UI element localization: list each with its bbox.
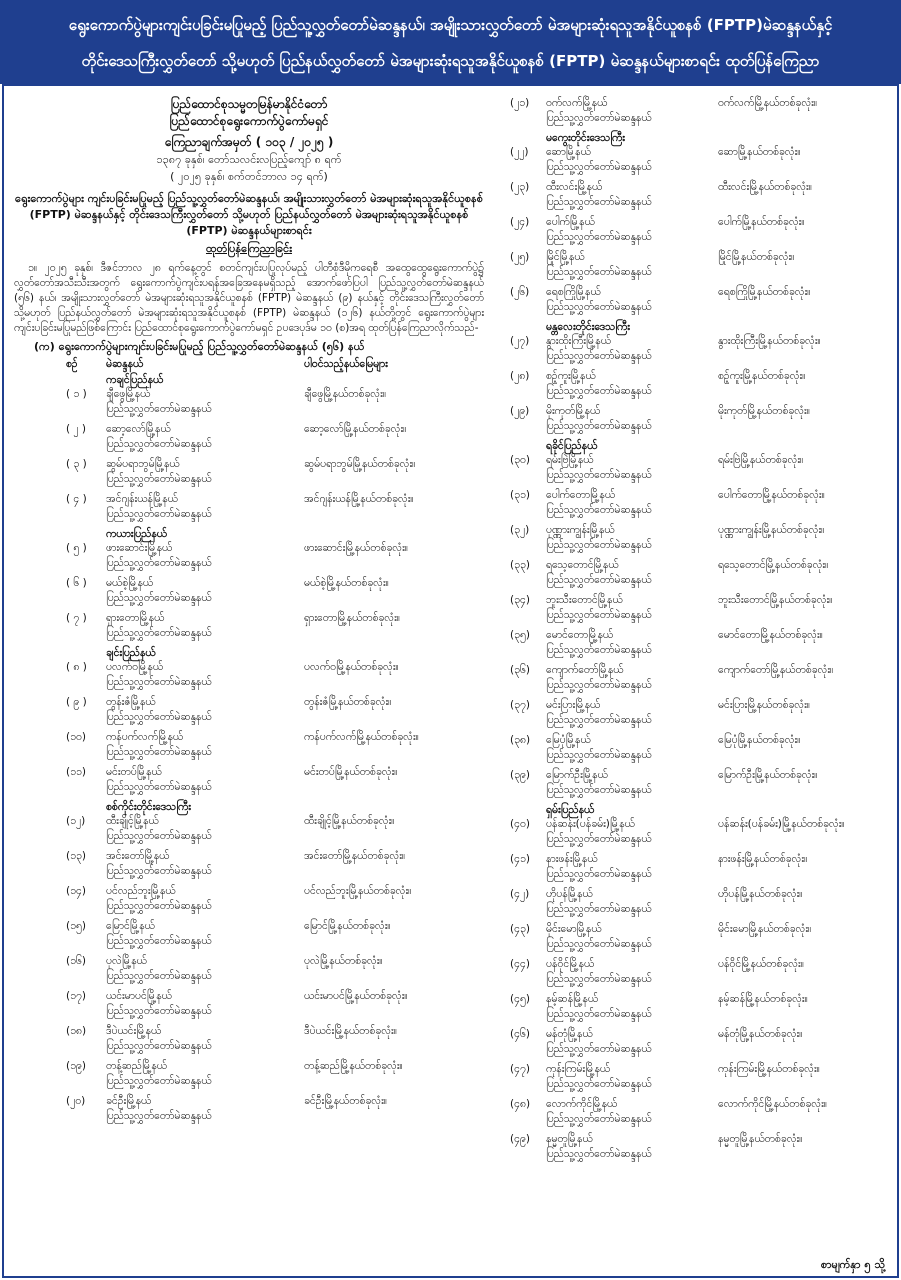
constituency-name: ချီဖွေမြို့နယ် [106, 388, 151, 400]
constituency-row [14, 492, 484, 527]
constituency-name: ကျောက်တော်မြို့နယ် [546, 664, 624, 676]
constituency-area: ယင်းမာပင်မြို့နယ်တစ်ခုလုံး။ [304, 990, 408, 1002]
row-number: (၁၁) [66, 766, 87, 778]
constituency-row [500, 558, 890, 593]
constituency-name: ပန်ဆန်း(ပန်ခမ်း)မြို့နယ် [546, 818, 635, 830]
region-heading: စစ်ကိုင်းတိုင်းဒေသကြီး [106, 801, 191, 813]
constituency-row [500, 957, 890, 992]
row-number: (၄၁) [510, 853, 531, 865]
constituency-area: ရမ်းဗြဲမြို့နယ်တစ်ခုလုံး။ [718, 454, 804, 466]
constituency-type: ပြည်သူ့လွှတ်တော်မဲဆန္ဒနယ် [546, 938, 652, 950]
constituency-name: ဒီပဲယင်းမြို့နယ် [106, 1025, 162, 1037]
row-number: ( ၇ ) [66, 612, 87, 624]
constituency-name: ယင်းမာပင်မြို့နယ် [106, 990, 172, 1002]
region-heading: မကွေးတိုင်းဒေသကြီး [546, 132, 625, 144]
banner-line-1: ရွေးကောက်ပွဲများကျင်းပခြင်းမပြုမည့် ပြည်သူ့လွှတ်တော်မဲဆန္ဒနယ်၊ အမျိုးသားလွှတ်တော် မဲအများဆုံးရသူအနိုင်ယူစနစ် (FPTP)မဲဆန္ဒနယ်နှင့် [68, 16, 833, 34]
constituency-name: မောင်တောမြို့နယ် [546, 629, 614, 641]
constituency-type: ပြည်သူ့လွှတ်တော်မဲဆန္ဒနယ် [546, 574, 652, 586]
row-number: ( ၄ ) [66, 493, 87, 505]
constituency-type: ပြည်သူ့လွှတ်တော်မဲဆန္ဒနယ် [106, 1005, 212, 1017]
constituency-type: ပြည်သူ့လွှတ်တော်မဲဆန္ဒနယ် [106, 1110, 212, 1122]
constituency-name: ပင်လည်ဘူးမြို့နယ် [106, 885, 176, 897]
constituency-row [500, 334, 890, 369]
constituency-type: ပြည်သူ့လွှတ်တော်မဲဆန္ဒနယ် [546, 385, 652, 397]
constituency-name: နွားထိုးကြီးမြို့နယ် [546, 335, 611, 347]
constituency-area: ဖားဆောင်းမြို့နယ်တစ်ခုလုံး။ [304, 542, 408, 554]
row-number: ( ၉ ) [66, 696, 87, 708]
constituency-type: ပြည်သူ့လွှတ်တော်မဲဆန္ဒနယ် [106, 781, 212, 793]
constituency-row [500, 628, 890, 663]
constituency-area: ပုဏ္ဏားကျွန်းမြို့နယ်တစ်ခုလုံး။ [718, 524, 825, 536]
constituency-area: ဝက်လက်မြို့နယ်တစ်ခုလုံး။ [718, 97, 818, 109]
row-number: (၄၈) [510, 1098, 531, 1110]
constituency-area: လောက်ကိုင်မြို့နယ်တစ်ခုလုံး။ [718, 1098, 827, 1110]
row-number: (၁၈) [66, 1025, 87, 1037]
row-number: (၂၁) [510, 97, 530, 109]
constituency-name: ပန်ဝိုင်မြို့နယ် [546, 958, 595, 970]
constituency-area: ပေါက်မြို့နယ်တစ်ခုလုံး။ [718, 216, 805, 228]
constituency-area: နမ္မတူမြို့နယ်တစ်ခုလုံး။ [718, 1133, 803, 1145]
constituency-area: မန်တုံမြို့နယ်တစ်ခုလုံး။ [718, 1028, 803, 1040]
row-number: (၃၀) [510, 454, 531, 466]
constituency-name: ထီးလင်းမြို့နယ် [546, 181, 603, 193]
constituency-row [500, 663, 890, 698]
constituency-area: ကန်ပက်လက်မြို့နယ်တစ်ခုလုံး။ [304, 731, 419, 743]
constituency-name: အင်းတော်မြို့နယ် [106, 850, 170, 862]
constituency-row [500, 145, 890, 180]
constituency-type: ပြည်သူ့လွှတ်တော်မဲဆန္ဒနယ် [106, 676, 212, 688]
constituency-type: ပြည်သူ့လွှတ်တော်မဲဆန္ဒနယ် [546, 420, 652, 432]
constituency-type: ပြည်သူ့လွှတ်တော်မဲဆန္ဒနယ် [546, 784, 652, 796]
constituency-area: ဆွမ်ပရာဘွမ်မြို့နယ်တစ်ခုလုံး။ [304, 458, 416, 470]
constituency-row [500, 698, 890, 733]
constituency-type: ပြည်သူ့လွှတ်တော်မဲဆန္ဒနယ် [106, 830, 212, 842]
constituency-name: ပလက်ဝမြို့နယ် [106, 661, 164, 673]
constituency-area: အင်းတော်မြို့နယ်တစ်ခုလုံး။ [304, 850, 406, 862]
section-a-heading: (က) ရွေးကောက်ပွဲများကျင်းပခြင်းမပြုမည့် ပြည်သူ့လွှတ်တော်မဲဆန္ဒနယ် (၅၆) နယ် [34, 340, 365, 353]
constituency-type: ပြည်သူ့လွှတ်တော်မဲဆန္ဒနယ် [546, 266, 652, 278]
constituency-row [500, 768, 890, 803]
constituency-area: ကျောက်တော်မြို့နယ်တစ်ခုလုံး။ [718, 664, 834, 676]
row-number: ( ၃ ) [66, 458, 87, 470]
constituency-type: ပြည်သူ့လွှတ်တော်မဲဆန္ဒနယ် [546, 112, 652, 124]
constituency-type: ပြည်သူ့လွှတ်တော်မဲဆန္ဒနယ် [546, 679, 652, 691]
constituency-row [500, 404, 890, 439]
table-header [14, 357, 484, 371]
right-column [500, 96, 890, 1167]
constituency-type: ပြည်သူ့လွှတ်တော်မဲဆန္ဒနယ် [546, 539, 652, 551]
region-heading: ရှမ်းပြည်နယ် [546, 804, 595, 816]
constituency-area: ကုန်းကြမ်းမြို့နယ်တစ်ခုလုံး။ [718, 1063, 820, 1075]
constituency-name: အင်ဂျန်းယန်မြို့နယ် [106, 493, 178, 505]
constituency-area: ဒီပဲယင်းမြို့နယ်တစ်ခုလုံး။ [304, 1025, 397, 1037]
constituency-name: မိုင်းမောမြို့နယ် [546, 923, 602, 935]
constituency-area: မောင်တောမြို့နယ်တစ်ခုလုံး။ [718, 629, 823, 641]
constituency-row [500, 180, 890, 215]
constituency-name: နားဖန်းမြို့နယ် [546, 853, 598, 865]
constituency-area: ဘူးသီးတောင်မြို့နယ်တစ်ခုလုံး။ [718, 594, 833, 606]
date-gregorian: ( ၂၀၂၅ ခုနှစ်၊ စက်တင်ဘာလ ၁၄ ရက်) [170, 170, 328, 183]
row-number: (၁၂) [66, 815, 86, 827]
constituency-area: ပလက်ဝမြို့နယ်တစ်ခုလုံး။ [304, 661, 399, 673]
constituency-name: မြောင်မြို့နယ် [106, 920, 155, 932]
constituency-area: ရသေ့တောင်မြို့နယ်တစ်ခုလုံး။ [718, 559, 829, 571]
right-constituency-list [500, 96, 890, 1167]
constituency-area: မြောင်မြို့နယ်တစ်ခုလုံး။ [304, 920, 391, 932]
left-column [14, 96, 484, 1129]
constituency-type: ပြည်သူ့လွှတ်တော်မဲဆန္ဒနယ် [546, 1113, 652, 1125]
constituency-type: ပြည်သူ့လွှတ်တော်မဲဆန္ဒနယ် [106, 403, 212, 415]
constituency-area: ဆောမြို့နယ်တစ်ခုလုံး။ [718, 146, 801, 158]
body-paragraph: ၁။ ၂၀၂၅ ခုနှစ်၊ ဒီဇင်ဘာလ ၂၈ ရက်နေ့တွင် စတင်ကျင်းပပြုလုပ်မည့် ပါတီစုံဒီမိုကရေစီ အထွေထွေရွေးကောက်ပွဲ၌ လွှတ်တော်အသီးသီးအတွက် ရွေးကောက်ပွဲကျင်းပရန်အခြေအနေမရှိသည့် အောက်ဖော်ပြပါ ပြည်သူ့လွှတ်တော်မဲဆန္ဒနယ် (၅၆) နယ်၊ အမျိုးသားလွှတ်တော် မဲအများဆုံးရသူအနိုင်ယူစနစ် (FPTP) မဲဆန္ဒနယ် (၉) နယ်နှင့် တိုင်းဒေသကြီးလွှတ်တော် သို့မဟုတ် ပြည်နယ်လွှတ်တော် မဲအများဆုံးရသူအနိုင်ယူစနစ် (FPTP) မဲဆန္ဒနယ် (၁၂၆) နယ်တို့တွင် ရွေးကောက်ပွဲများ ကျင်းပခြင်းမပြုမည်ဖြစ်ကြောင်း ပြည်ထောင်စုရွေးကောက်ပွဲကော်မရှင် ဥပဒေပုဒ်မ ၁၀ (စ)အရ ထုတ်ပြန်ကြေညာလိုက်သည်- [14, 262, 484, 334]
constituency-type: ပြည်သူ့လွှတ်တော်မဲဆန္ဒနယ် [106, 627, 212, 639]
constituency-name: မင်းတပ်မြို့နယ် [106, 766, 162, 778]
constituency-type: ပြည်သူ့လွှတ်တော်မဲဆန္ဒနယ် [546, 973, 652, 985]
constituency-row [14, 765, 484, 800]
constituency-row [14, 1024, 484, 1059]
constituency-name: စဉ့်ကူးမြို့နယ် [546, 370, 596, 382]
constituency-name: မန်တုံမြို့နယ် [546, 1028, 593, 1040]
constituency-name: မြိုင်မြို့နယ် [546, 251, 585, 263]
row-number: ( ၆ ) [66, 577, 87, 589]
row-number: (၁၄) [66, 885, 87, 897]
constituency-type: ပြည်သူ့လွှတ်တော်မဲဆန္ဒနယ် [546, 903, 652, 915]
row-number: (၃၅) [510, 629, 531, 641]
subject-announce: ထုတ်ပြန်ကြေညာခြင်း [205, 242, 293, 255]
constituency-type: ပြည်သူ့လွှတ်တော်မဲဆန္ဒနယ် [546, 749, 652, 761]
constituency-type: ပြည်သူ့လွှတ်တော်မဲဆန္ဒနယ် [106, 711, 212, 723]
constituency-type: ပြည်သူ့လွှတ်တော်မဲဆန္ဒနယ် [546, 231, 652, 243]
constituency-type: ပြည်သူ့လွှတ်တော်မဲဆန္ဒနယ် [546, 644, 652, 656]
constituency-row [500, 1062, 890, 1097]
constituency-row [14, 660, 484, 695]
constituency-name: ဘူးသီးတောင်မြို့နယ် [546, 594, 623, 606]
row-number: (၃၁) [510, 489, 531, 501]
constituency-name: နမ္မတူမြို့နယ် [546, 1133, 593, 1145]
constituency-row [14, 541, 484, 576]
constituency-row [500, 523, 890, 558]
constituency-row [14, 849, 484, 884]
constituency-row [500, 1027, 890, 1062]
constituency-row [14, 387, 484, 422]
constituency-row [14, 730, 484, 765]
constituency-row [500, 733, 890, 768]
constituency-row [14, 695, 484, 730]
constituency-row [14, 814, 484, 849]
constituency-area: ပန်ဆန်း(ပန်ခမ်း)မြို့နယ်တစ်ခုလုံး။ [718, 818, 845, 830]
constituency-row [14, 457, 484, 492]
constituency-area: နမ့်ဆန်မြို့နယ်တစ်ခုလုံး။ [718, 993, 808, 1005]
constituency-area: စဉ့်ကူးမြို့နယ်တစ်ခုလုံး။ [718, 370, 806, 382]
subject-title: ရွေးကောက်ပွဲများ ကျင်းပခြင်းမပြုမည့် ပြည်သူ့လွှတ်တော်မဲဆန္ဒနယ်၊ အမျိုးသားလွှတ်တော် မဲအများဆုံးရသူအနိုင်ယူစနစ် (FPTP) မဲဆန္ဒနယ်နှင့် တိုင်းဒေသကြီးလွှတ်တော် သို့မဟုတ် ပြည်နယ်လွှတ်တော် မဲအများဆုံးရသူအနိုင်ယူစနစ် (FPTP) မဲဆန္ဒနယ်များစာရင်း [15, 192, 483, 237]
constituency-name: ရသေ့တောင်မြို့နယ် [546, 559, 619, 571]
constituency-type: ပြည်သူ့လွှတ်တော်မဲဆန္ဒနယ် [106, 592, 212, 604]
constituency-name: တွန်းဇံမြို့နယ် [106, 696, 156, 708]
row-number: (၂၃) [510, 181, 530, 193]
constituency-row [500, 852, 890, 887]
region-heading: ချင်းပြည်နယ် [106, 647, 156, 659]
constituency-area: မိုင်းမောမြို့နယ်တစ်ခုလုံး။ [718, 923, 812, 935]
constituency-row [500, 96, 890, 131]
constituency-row [14, 422, 484, 457]
constituency-row [500, 369, 890, 404]
constituency-area: တွန်းဇံမြို့နယ်တစ်ခုလုံး။ [304, 696, 392, 708]
constituency-name: ပေါက်မြို့နယ် [546, 216, 595, 228]
constituency-name: တန့်ဆည်မြို့နယ် [106, 1060, 167, 1072]
region-heading: မန္တလေးတိုင်းဒေသကြီး [546, 321, 630, 333]
row-number: (၁၅) [66, 920, 87, 932]
constituency-row [500, 215, 890, 250]
constituency-area: နွားထိုးကြီးမြို့နယ်တစ်ခုလုံး။ [718, 335, 821, 347]
constituency-type: ပြည်သူ့လွှတ်တော်မဲဆန္ဒနယ် [546, 868, 652, 880]
row-number: (၂၀) [66, 1095, 86, 1107]
constituency-row [14, 989, 484, 1024]
constituency-type: ပြည်သူ့လွှတ်တော်မဲဆန္ဒနယ် [546, 833, 652, 845]
constituency-name: ဆော့လော်မြို့နယ် [106, 423, 171, 435]
row-number: (၁၃) [66, 850, 87, 862]
constituency-name: မြောက်ဦးမြို့နယ် [546, 769, 608, 781]
constituency-row [14, 1094, 484, 1129]
row-number: (၂၂) [510, 146, 529, 158]
row-number: (၃၈) [510, 734, 531, 746]
constituency-area: ဟိုပန်မြို့နယ်တစ်ခုလုံး။ [718, 888, 803, 900]
constituency-type: ပြည်သူ့လွှတ်တော်မဲဆန္ဒနယ် [106, 1075, 212, 1087]
constituency-type: ပြည်သူ့လွှတ်တော်မဲဆန္ဒနယ် [546, 350, 652, 362]
date-myanmar: ၁၃၈၇ ခုနှစ်၊ တော်သလင်းလပြည့်ကျော် ၈ ရက် [156, 153, 342, 166]
row-number: (၃၉) [510, 769, 531, 781]
constituency-area: ချီဖွေမြို့နယ်တစ်ခုလုံး။ [304, 388, 387, 400]
constituency-type: ပြည်သူ့လွှတ်တော်မဲဆန္ဒနယ် [106, 1040, 212, 1052]
constituency-area: ပင်လည်ဘူးမြို့နယ်တစ်ခုလုံး။ [304, 885, 412, 897]
constituency-area: ဆော့လော်မြို့နယ်တစ်ခုလုံး။ [304, 423, 407, 435]
constituency-row [500, 817, 890, 852]
constituency-type: ပြည်သူ့လွှတ်တော်မဲဆန္ဒနယ် [106, 746, 212, 758]
constituency-area: တန့်ဆည်မြို့နယ်တစ်ခုလုံး။ [304, 1060, 403, 1072]
constituency-area: မင်းတပ်မြို့နယ်တစ်ခုလုံး။ [304, 766, 398, 778]
constituency-name: ရေစကြိုမြို့နယ် [546, 286, 601, 298]
government-name: ပြည်ထောင်စုသမ္မတမြန်မာနိုင်ငံတော် [170, 97, 328, 111]
constituency-name: ဖားဆောင်းမြို့နယ် [106, 542, 173, 554]
row-number: (၃၂) [510, 524, 530, 536]
row-number: (၄၂) [510, 888, 530, 900]
constituency-name: မင်းပြားမြို့နယ် [546, 699, 601, 711]
row-number: (၃၃) [510, 559, 531, 571]
constituency-area: မြောက်ဦးမြို့နယ်တစ်ခုလုံး။ [718, 769, 818, 781]
row-number: (၄၅) [510, 993, 531, 1005]
banner-line-2: တိုင်းဒေသကြီးလွှတ်တော် သို့မဟုတ် ပြည်နယ်လွှတ်တော် မဲအများဆုံးရသူအနိုင်ယူစနစ် (FPTP) မဲဆန္ဒနယ်များစာရင်း ထုတ်ပြန်ကြေညာ [81, 52, 820, 70]
constituency-type: ပြည်သူ့လွှတ်တော်မဲဆန္ဒနယ် [106, 473, 212, 485]
constituency-type: ပြည်သူ့လွှတ်တော်မဲဆန္ဒနယ် [106, 438, 212, 450]
constituency-area: ခင်ဦးမြို့နယ်တစ်ခုလုံး။ [304, 1095, 387, 1107]
row-number: (၁၆) [66, 955, 87, 967]
constituency-type: ပြည်သူ့လွှတ်တော်မဲဆန္ဒနယ် [106, 557, 212, 569]
constituency-name: ဟိုပန်မြို့နယ် [546, 888, 593, 900]
constituency-type: ပြည်သူ့လွှတ်တော်မဲဆန္ဒနယ် [546, 1008, 652, 1020]
title-banner [0, 0, 901, 84]
constituency-area: မြေပုံမြို့နယ်တစ်ခုလုံး။ [718, 734, 801, 746]
row-number: (၄၇) [510, 1063, 531, 1075]
constituency-row [14, 1059, 484, 1094]
constituency-area: မယ်စဲ့မြို့နယ်တစ်ခုလုံး။ [304, 577, 389, 589]
constituency-name: ရှားတောမြို့နယ် [106, 612, 165, 624]
constituency-name: ပုဏ္ဏားကျွန်းမြို့နယ် [546, 524, 615, 536]
constituency-type: ပြည်သူ့လွှတ်တော်မဲဆန္ဒနယ် [546, 1148, 652, 1160]
constituency-area: ထီးလင်းမြို့နယ်တစ်ခုလုံး။ [718, 181, 812, 193]
constituency-area: ပုလဲမြို့နယ်တစ်ခုလုံး။ [304, 955, 383, 967]
row-number: ( ၂ ) [66, 423, 87, 435]
row-number: (၂၈) [510, 370, 530, 382]
row-number: (၁၉) [66, 1060, 87, 1072]
constituency-type: ပြည်သူ့လွှတ်တော်မဲဆန္ဒနယ် [106, 970, 212, 982]
constituency-row [500, 285, 890, 320]
row-number: ( ၁ ) [66, 388, 87, 400]
row-number: (၃၆) [510, 664, 531, 676]
row-number: (၂၇) [510, 335, 530, 347]
notification-number: ကြေညာချက်အမှတ် ( ၁၀၃ / ၂၀၂၅ ) [164, 135, 334, 149]
constituency-area: မင်းပြားမြို့နယ်တစ်ခုလုံး။ [718, 699, 810, 711]
constituency-area: ပန်ဝိုင်မြို့နယ်တစ်ခုလုံး။ [718, 958, 804, 970]
row-number: (၄၆) [510, 1028, 531, 1040]
row-number: (၁၇) [66, 990, 87, 1002]
constituency-row [14, 884, 484, 919]
constituency-name: ဆွမ်ပရာဘွမ်မြို့နယ် [106, 458, 180, 470]
constituency-type: ပြည်သူ့လွှတ်တော်မဲဆန္ဒနယ် [546, 714, 652, 726]
constituency-area: နားဖန်းမြို့နယ်တစ်ခုလုံး။ [718, 853, 808, 865]
row-number: (၄၀) [510, 818, 531, 830]
constituency-type: ပြည်သူ့လွှတ်တော်မဲဆန္ဒနယ် [546, 161, 652, 173]
commission-name: ပြည်ထောင်စုရွေးကောက်ပွဲကော်မရှင် [169, 114, 329, 128]
constituency-type: ပြည်သူ့လွှတ်တော်မဲဆန္ဒနယ် [546, 469, 652, 481]
constituency-area: ရှားတောမြို့နယ်တစ်ခုလုံး။ [304, 612, 400, 624]
constituency-name: ရမ်းဗြဲမြို့နယ် [546, 454, 594, 466]
constituency-name: လောက်ကိုင်မြို့နယ် [546, 1098, 618, 1110]
constituency-name: ခင်ဦးမြို့နယ် [106, 1095, 152, 1107]
region-heading: ကယားပြည်နယ် [106, 528, 167, 540]
constituency-area: ပေါက်တောမြို့နယ်တစ်ခုလုံး။ [718, 489, 825, 501]
constituency-row [14, 611, 484, 646]
region-heading: ရခိုင်ပြည်နယ် [546, 440, 598, 452]
constituency-type: ပြည်သူ့လွှတ်တော်မဲဆန္ဒနယ် [546, 196, 652, 208]
constituency-row [500, 453, 890, 488]
constituency-name: နမ့်ဆန်မြို့နယ် [546, 993, 599, 1005]
constituency-row [500, 593, 890, 628]
continued-note: စာမျက်နှာ ၅ သို့ [820, 1258, 885, 1271]
constituency-area: ထီးချိုင့်မြို့နယ်တစ်ခုလုံး။ [304, 815, 395, 827]
constituency-type: ပြည်သူ့လွှတ်တော်မဲဆန္ဒနယ် [546, 1043, 652, 1055]
col-constituency: မဲဆန္ဒနယ် [106, 358, 144, 370]
constituency-row [14, 919, 484, 954]
constituency-area: အင်ဂျန်းယန်မြို့နယ်တစ်ခုလုံး။ [304, 493, 414, 505]
constituency-name: မြေပုံမြို့နယ် [546, 734, 591, 746]
region-heading: ကချင်ပြည်နယ် [106, 374, 164, 386]
constituency-row [500, 488, 890, 523]
constituency-area: မြိုင်မြို့နယ်တစ်ခုလုံး။ [718, 251, 795, 263]
row-number: (၁၀) [66, 731, 87, 743]
row-number: (၃၇) [510, 699, 531, 711]
constituency-row [14, 954, 484, 989]
constituency-area: ရေစကြိုမြို့နယ်တစ်ခုလုံး။ [718, 286, 811, 298]
constituency-type: ပြည်သူ့လွှတ်တော်မဲဆန္ဒနယ် [106, 900, 212, 912]
constituency-name: ဝက်လက်မြို့နယ် [546, 97, 608, 109]
col-area: ပါဝင်သည့်နယ်မြေများ [304, 358, 388, 370]
constituency-name: ကန်ပက်လက်မြို့နယ် [106, 731, 184, 743]
constituency-type: ပြည်သူ့လွှတ်တော်မဲဆန္ဒနယ် [546, 609, 652, 621]
row-number: ( ၈ ) [66, 661, 87, 673]
constituency-name: မိုးကုတ်မြို့နယ် [546, 405, 601, 417]
constituency-name: ပုလဲမြို့နယ် [106, 955, 147, 967]
constituency-row [500, 922, 890, 957]
constituency-name: ဆောမြို့နယ် [546, 146, 591, 158]
constituency-type: ပြည်သူ့လွှတ်တော်မဲဆန္ဒနယ် [106, 508, 212, 520]
constituency-name: မယ်စဲ့မြို့နယ် [106, 577, 154, 589]
constituency-row [500, 250, 890, 285]
row-number: (၂၄) [510, 216, 530, 228]
row-number: (၃၄) [510, 594, 531, 606]
row-number: (၂၆) [510, 286, 530, 298]
row-number: (၄၉) [510, 1133, 531, 1145]
left-constituency-list [14, 373, 484, 1129]
row-number: (၂၅) [510, 251, 530, 263]
row-number: (၄၃) [510, 923, 531, 935]
constituency-name: ကုန်းကြမ်းမြို့နယ် [546, 1063, 611, 1075]
constituency-type: ပြည်သူ့လွှတ်တော်မဲဆန္ဒနယ် [546, 301, 652, 313]
constituency-row [500, 1097, 890, 1132]
constituency-name: ထီးချိုင့်မြို့နယ် [106, 815, 159, 827]
constituency-row [500, 887, 890, 922]
constituency-type: ပြည်သူ့လွှတ်တော်မဲဆန္ဒနယ် [546, 1078, 652, 1090]
row-number: (၂၉) [510, 405, 530, 417]
constituency-type: ပြည်သူ့လွှတ်တော်မဲဆန္ဒနယ် [106, 865, 212, 877]
constituency-name: ပေါက်တောမြို့နယ် [546, 489, 616, 501]
constituency-area: မိုးကုတ်မြို့နယ်တစ်ခုလုံး။ [718, 405, 810, 417]
constituency-type: ပြည်သူ့လွှတ်တော်မဲဆန္ဒနယ် [546, 504, 652, 516]
constituency-type: ပြည်သူ့လွှတ်တော်မဲဆန္ဒနယ် [106, 935, 212, 947]
constituency-row [500, 992, 890, 1027]
col-no: စဉ် [66, 358, 78, 370]
row-number: (၄၄) [510, 958, 531, 970]
constituency-row [14, 576, 484, 611]
constituency-row [500, 1132, 890, 1167]
row-number: ( ၅ ) [66, 542, 87, 554]
